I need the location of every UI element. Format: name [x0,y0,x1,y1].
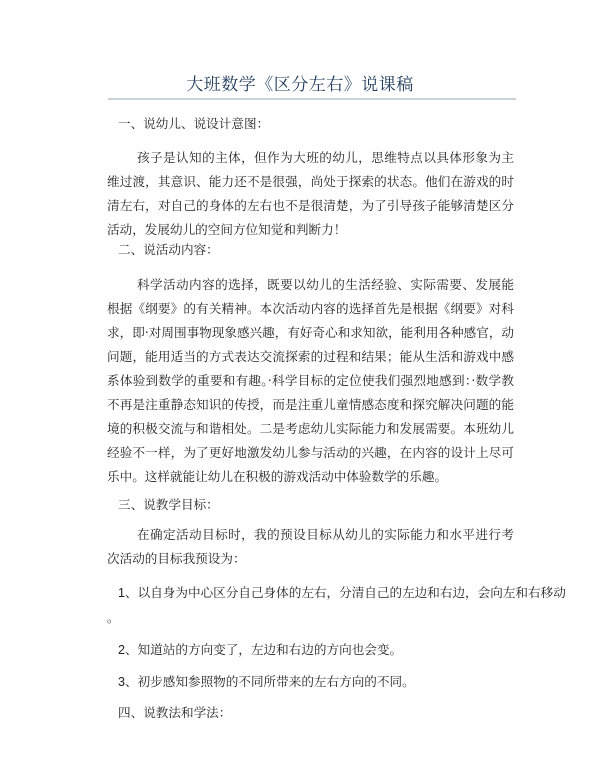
paragraph-line: 经验不一样，为了更好地激发幼儿参与活动的兴趣，在内容的设计上尽可 [107,446,514,460]
goal-item: 3、初步感知参照物的不同所带来的左右方向的不同。 [118,675,415,689]
paragraph-line: 境的积极交流与和谐相处。二是考虑幼儿实际能力和发展需要。本班幼儿 [107,422,514,436]
section-heading: 三、说教学目标： [118,498,219,512]
section-heading: 二、说活动内容： [118,243,219,257]
section-heading: 四、说教法和学法： [118,706,232,720]
paragraph-line: 活动，发展幼儿的空间方位知觉和判断力！ [107,223,347,237]
paragraph-line: 在确定活动目标时，我的预设目标从幼儿的实际能力和水平进行考 [137,528,514,542]
document-title: 大班数学《区分左右》说课稿 [186,75,414,94]
paragraph-line: 不再是注重静态知识的传授，而是注重儿童情感态度和探究解决问题的能 [107,398,514,412]
goal-item: 2、知道站的方向变了，左边和右边的方向也会变。 [118,643,403,657]
paragraph-line: 根据《纲要》的有关精神。本次活动内容的选择首先是根据《纲要》对科 [107,302,514,316]
section-heading: 一、说幼儿、说设计意图： [118,117,270,131]
paragraph-line: 求，即‧对周围事物现象感兴趣，有好奇心和求知欲，能利用各种感官，动 [107,326,514,340]
paragraph-line: 系体验到数学的重要和有趣。‧科学目标的定位使我们强烈地感到：‧数学教 [107,374,514,388]
paragraph-line: 科学活动内容的选择，既要以幼儿的生活经验、实际需要、发展能 [137,278,514,292]
paragraph-line: 次活动的目标我预设为： [107,552,246,566]
goal-item: 1、以自身为中心区分自己身体的左右，分清自己的左边和右边，会向左和右移动 [118,586,566,600]
paragraph-line: 孩子是认知的主体，但作为大班的幼儿，思维特点以具体形象为主 [137,151,514,165]
goal-item-continuation: 。 [107,611,120,625]
title-divider [108,98,516,100]
paragraph-line: 维过渡，其意识、能力还不是很强，尚处于探索的状态。他们在游戏的时 [107,175,514,189]
paragraph-line: 问题，能用适当的方式表达交流探索的过程和结果；能从生活和游戏中感 [107,350,514,364]
paragraph-line: 清左右，对自己的身体的左右也不是很清楚，为了引导孩子能够清楚区分 [107,199,514,213]
paragraph-line: 乐中。这样就能让幼儿在积极的游戏活动中体验数学的乐趣。 [107,470,448,484]
